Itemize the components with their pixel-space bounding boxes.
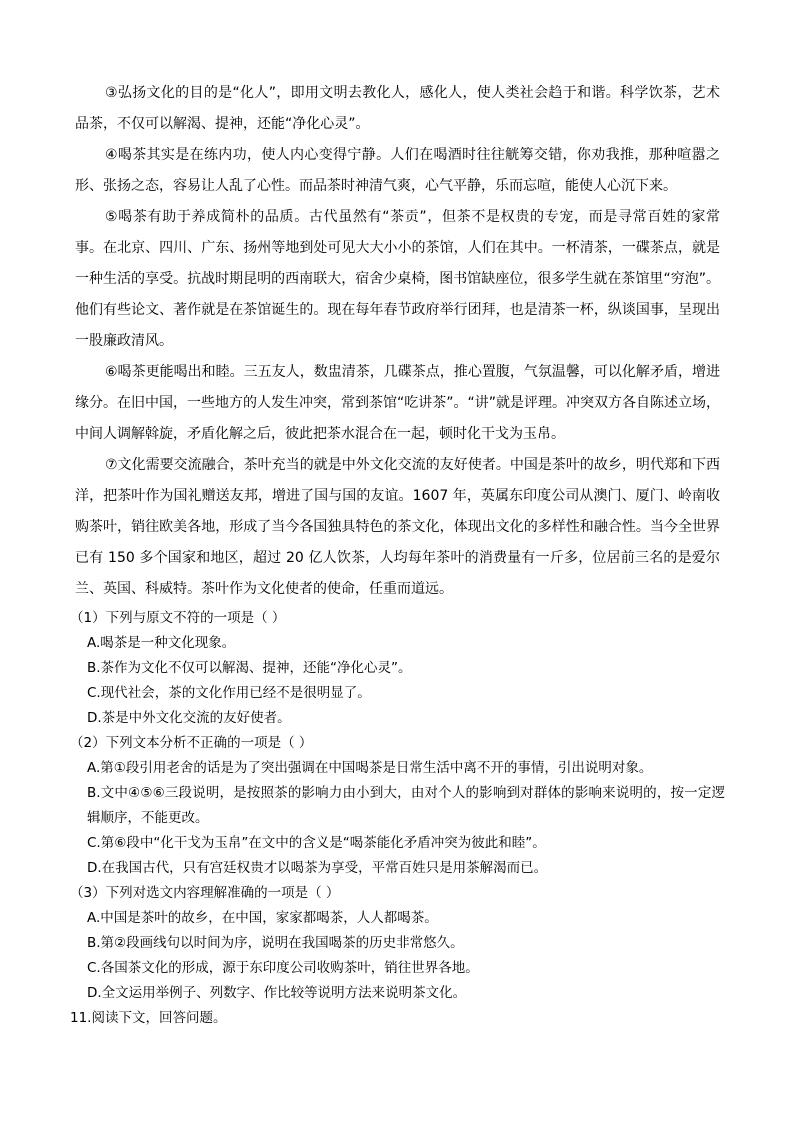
question-list [70,606,725,1031]
reading-passage [75,78,720,605]
option-d: D.在我国古代，只有宫廷权贵才以喝茶为享受，平常百姓只是用茶解渴而已。 [87,860,548,876]
option-a: A.第①段引用老舍的话是为了突出强调在中国喝茶是日常生活中离不开的事情，引出说明对象。 [87,760,653,776]
question-1 [70,606,725,731]
question-stem: （2）下列文本分析不正确的一项是（ ） [70,735,313,751]
option-a: A.中国是茶叶的故乡，在中国，家家都喝茶，人人都喝茶。 [87,910,438,926]
option-c: C.第⑥段中“化干戈为玉帛”在文中的含义是“喝茶能化矛盾冲突为彼此和睦”。 [87,835,546,851]
option-c: C.现代社会，茶的文化作用已经不是很明显了。 [87,685,371,701]
option-c: C.各国茶文化的形成，源于东印度公司收购茶叶，销往世界各地。 [87,960,479,976]
option-a: A.喝茶是一种文化现象。 [87,635,236,651]
option-d: D.茶是中外文化交流的友好使者。 [87,710,291,726]
question-2 [70,731,725,881]
next-question-heading: 11.阅读下文，回答问题。 [70,1010,227,1026]
question-stem: （3）下列对选文内容理解准确的一项是（ ） [70,885,340,901]
paragraph-7: ⑦文化需要交流融合，茶叶充当的就是中外文化交流的友好使者。中国是茶叶的故乡，明代郑和下西洋，把茶叶作为国礼赠送友邦，增进了国与国的友谊。1607 年，英属东印度公司从澳门、厦门、岭南收购茶叶，销往欧美各地，形成了当今各国独具特色的茶文化，体现出文化的多样性和融合性。当今全世界已有 150 多个国家和地区，超过 20 亿人饮茶，人均每年茶叶的消费量有一斤多，位居前三名的是爱尔兰、英国、科威特。茶叶作为文化使者的使命，任重而道远。 [75,457,720,597]
option-b: B.第②段画线句以时间为序，说明在我国喝茶的历史非常悠久。 [87,935,464,951]
paragraph-6: ⑥喝茶更能喝出和睦。三五友人，数盅清茶，几碟茶点，推心置腹，气氛温馨，可以化解矛盾，增进缘分。在旧中国，一些地方的人发生冲突，常到茶馆“吃讲茶”。“讲”就是评理。冲突双方各自陈述立场，中间人调解斡旋，矛盾化解之后，彼此把茶水混合在一起，顿时化干戈为玉帛。 [75,364,721,442]
option-b: B.茶作为文化不仅可以解渴、提神，还能“净化心灵”。 [87,660,412,676]
option-d: D.全文运用举例子、列数字、作比较等说明方法来说明茶文化。 [87,985,467,1001]
paragraph-3: ③弘扬文化的目的是“化人”，即用文明去教化人，感化人，使人类社会趋于和谐。科学饮茶，艺术品茶，不仅可以解渴、提神，还能“净化心灵”。 [75,85,720,132]
paragraph-5: ⑤喝茶有助于养成简朴的品质。古代虽然有“茶贡”，但茶不是权贵的专宠，而是寻常百姓的家常事。在北京、四川、广东、扬州等地到处可见大大小小的茶馆，人们在其中。一杯清茶，一碟茶点，就是一种生活的享受。抗战时期昆明的西南联大，宿舍少桌椅，图书馆缺座位，很多学生就在茶馆里“穷泡”。他们有些论文、著作就是在茶馆诞生的。现在每年春节政府举行团拜，也是清茶一杯，纵谈国事，呈现出一股廉政清风。 [75,209,720,349]
option-b: B.文中④⑤⑥三段说明，是按照茶的影响力由小到大，由对个人的影响到对群体的影响来说明的，按一定逻辑顺序，不能更改。 [87,785,725,826]
paragraph-4: ④喝茶其实是在练内功，使人内心变得宁静。人们在喝酒时往往觥筹交错，你劝我推，那种喧嚣之形、张扬之态，容易让人乱了心性。而品茶时神清气爽，心气平静，乐而忘喧，能使人心沉下来。 [75,147,720,194]
question-3 [70,881,725,1006]
question-stem: （1）下列与原文不符的一项是（ ） [70,610,286,626]
